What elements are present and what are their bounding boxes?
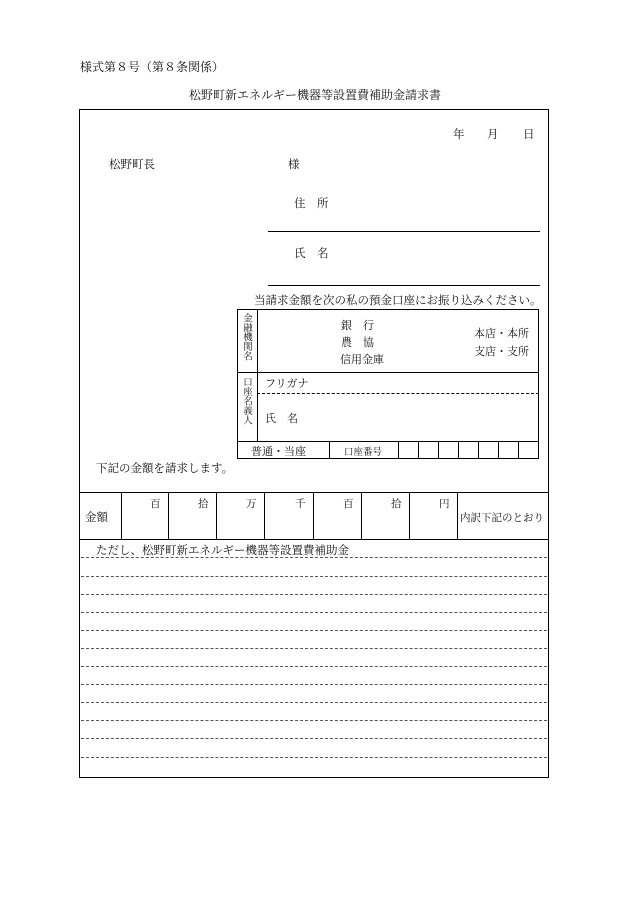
address-field[interactable] <box>268 231 540 232</box>
bank-type-credit: 信用金庫 <box>340 353 384 366</box>
note-line[interactable] <box>81 594 547 595</box>
unit-ju: 拾 <box>198 498 209 510</box>
institution-label: 金融機関名 <box>240 313 252 361</box>
note-line[interactable] <box>81 702 547 703</box>
account-digit-box[interactable] <box>518 441 519 458</box>
document-title: 松野町新エネルギー機器等設置費補助金請求書 <box>188 88 441 102</box>
unit-hyaku: 百 <box>150 498 161 510</box>
applicant-name-field[interactable] <box>268 285 540 286</box>
address-label: 住 所 <box>294 196 329 210</box>
furigana-label: フリガナ <box>265 377 309 390</box>
amount-col-divider <box>216 492 217 540</box>
amount-col-divider <box>264 492 265 540</box>
account-digit-box[interactable] <box>438 441 439 458</box>
account-number-label: 口座番号 <box>344 447 383 458</box>
account-row-divider <box>237 441 539 442</box>
bank-label-divider <box>257 309 258 441</box>
note-line[interactable] <box>81 557 547 558</box>
note-line[interactable] <box>81 720 547 721</box>
amount-label-divider <box>121 492 122 540</box>
account-digit-box[interactable] <box>458 441 459 458</box>
unit-man: 万 <box>246 498 257 510</box>
unit-sen: 千 <box>295 498 306 510</box>
account-digit-box[interactable] <box>478 441 479 458</box>
amount-col-divider <box>457 492 458 540</box>
recipient-name: 松野町長 <box>109 157 155 171</box>
holder-name-label: 氏 名 <box>265 412 298 425</box>
form-number-label: 様式第８号（第８条関係） <box>80 60 225 74</box>
account-digit-box[interactable] <box>398 441 399 458</box>
note-line[interactable] <box>81 576 547 577</box>
applicant-name-label: 氏 名 <box>294 246 329 260</box>
notes-first-line: ただし、松野町新エネルギー機器等設置費補助金 <box>96 543 349 557</box>
branch-main: 本店・本所 <box>474 327 529 340</box>
amount-col-divider <box>409 492 410 540</box>
bank-row-divider <box>237 372 539 373</box>
amount-col-divider <box>313 492 314 540</box>
date-day: 日 <box>523 127 535 141</box>
amount-label: 金額 <box>85 510 108 524</box>
amount-col-divider <box>168 492 169 540</box>
note-line[interactable] <box>81 648 547 649</box>
bank-type-agri: 農 協 <box>341 336 374 349</box>
amount-breakdown: 内訳下記のとおり <box>460 512 544 524</box>
branch-sub: 支店・支所 <box>474 345 529 358</box>
note-line[interactable] <box>81 630 547 631</box>
amount-col-divider <box>361 492 362 540</box>
unit-hyaku: 百 <box>343 498 354 510</box>
note-line[interactable] <box>81 612 547 613</box>
note-line[interactable] <box>81 684 547 685</box>
unit-yen: 円 <box>439 498 450 510</box>
furigana-divider <box>257 393 539 394</box>
note-line[interactable] <box>81 757 547 758</box>
date-month: 月 <box>487 127 499 141</box>
note-line[interactable] <box>81 666 547 667</box>
claim-statement: 下記の金額を請求します。 <box>96 461 234 475</box>
account-type-divider <box>329 441 330 458</box>
account-holder-label: 口座名義人 <box>240 377 252 425</box>
recipient-honorific: 様 <box>288 157 300 171</box>
date-year: 年 <box>453 127 465 141</box>
account-digit-box[interactable] <box>418 441 419 458</box>
account-type: 普通・当座 <box>251 445 306 458</box>
note-line[interactable] <box>81 738 547 739</box>
account-digit-box[interactable] <box>498 441 499 458</box>
unit-ju: 拾 <box>391 498 402 510</box>
transfer-instruction: 当請求金額を次の私の預金口座にお振り込みください。 <box>254 293 542 307</box>
bank-type-bank: 銀 行 <box>341 319 374 332</box>
